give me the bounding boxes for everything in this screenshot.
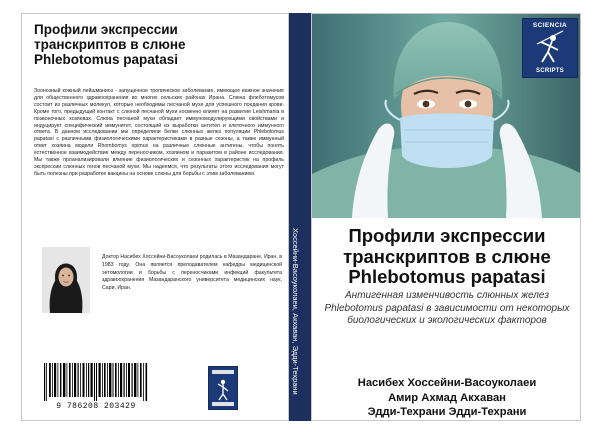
subtitle-line-3: биологических и экологических факторов xyxy=(347,315,547,326)
surgeon-photo xyxy=(312,14,581,218)
author-name-2: Амир Ахмад Акхаван xyxy=(388,391,506,404)
back-cover xyxy=(21,13,289,421)
back-title-line-2: транскриптов в слюне xyxy=(34,37,186,52)
front-cover-title xyxy=(312,226,581,288)
back-title-line-3: Phlebotomus papatasi xyxy=(34,52,179,67)
author-list xyxy=(312,376,581,420)
front-cover-subtitle xyxy=(318,290,576,328)
logo-text-bottom: SCRIPTS xyxy=(535,68,565,74)
isbn-number: 9 786208 203429 xyxy=(56,402,136,411)
front-title-line-1: Профили экспрессии xyxy=(348,225,546,246)
back-cover-title xyxy=(34,22,284,67)
back-title-line-1: Профили экспрессии xyxy=(34,22,178,37)
author-photo-icon xyxy=(42,247,90,313)
front-cover xyxy=(311,13,581,421)
barcode xyxy=(40,360,152,416)
author-photo xyxy=(42,247,90,313)
author-bio: Доктор Насибех Хоссейни-Васоуколаеи родилась в Мазандаране, Иран, в 1983 году. Она является преподавателем кафедры медицинской энтомологии и борьбы с переносчиками инфекций факультета здравоохранения Мазандаранского университета медицинских наук, Сари, Иран. xyxy=(102,254,282,292)
subtitle-line-2: Phlebotomus papatasi в зависимости от некоторых xyxy=(324,302,570,314)
publisher-logo-back xyxy=(208,366,238,410)
subtitle-line-1: Антигенная изменчивость слюнных желез xyxy=(345,290,549,301)
publisher-logo-icon xyxy=(209,367,237,409)
author-name-3: Эдди-Техрани Эдди-Техрани xyxy=(367,406,527,418)
front-title-line-2: транскриптов в слюне xyxy=(343,245,551,267)
author-name-1: Насибех Хоссейни-Васоуколаеи xyxy=(357,377,537,389)
publisher-logo-front xyxy=(522,18,578,78)
barcode-icon xyxy=(44,363,148,401)
front-title-line-3: Phlebotomus papatasi xyxy=(348,266,546,287)
spine-authors: Хоссейни-Васоуколаеи, Акхаван, Эдди-Техрани xyxy=(291,228,300,395)
logo-text-top: SCIENCIA xyxy=(532,22,568,29)
abstract-text: Зоонозный кожный лейшманиоз - запущенное тропическое заболевание, имеющее важное значение для общественного здравоохранения во многих сельских районах Ирана. Слюна флеботомусов состоит из различных молекул, которые необходимы песчаной мухе для успешного поедания крови. Кроме того, предыдущий контакт с слюной песчаной мухи косвенно влияет на развитие Leishmania в позвоночных хозяевах. Слюна песчаной мухи обладает иммуномодулирующими свойствами и индуцирует специфический иммунитет, состоящий из выработки антител и клеточного иммунного ответа. В данном исследовании мы определили белки слюнных желез популяции Phlebotomus papatasi с различными физиологическими характеристиками в разные сезоны, а также иммунный ответ хозяина модели Rhombomys opimus на различные слюнные антигены, чтобы понять естественное взаимодействие между переносчиком, хозяином и паразитом в районе исследования. Мы также проанализировали влияние физиологических и сезонных характеристик на профиль экспрессии слюнных генов песчаной мухи. Мы надеемся, что результаты этого исследования могут быть полезны при разработке вакцины на основе слюны для борьбы с этим заболеванием. xyxy=(34,88,284,177)
